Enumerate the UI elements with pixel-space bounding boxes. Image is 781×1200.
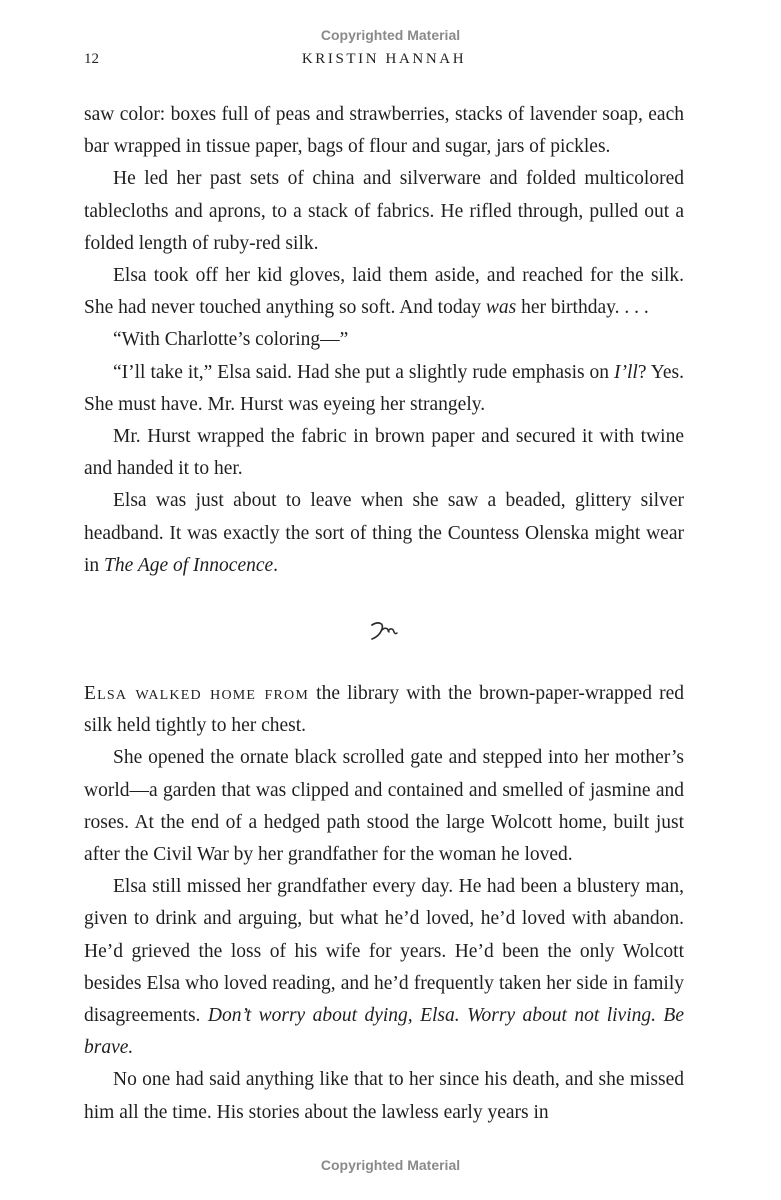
paragraph bbox=[84, 357, 684, 421]
paragraph: “With Charlotte’s coloring—” bbox=[113, 329, 349, 351]
text-run: Elsa still missed her grandfather every day. He had been a blustery man, given to drink and arguing, but what he’d loved, he’d loved with abandon. He’d grieved the loss of his wife for years. He’d been the only Wolcott besides Elsa who loved reading, and he’d frequently taken her side in family disagreements. bbox=[84, 876, 684, 1027]
paragraph: Mr. Hurst wrapped the fabric in brown paper and secured it with twine and handed it to her. bbox=[84, 426, 684, 480]
section-lead-in: Elsa walked home from bbox=[84, 683, 310, 705]
text-run: her birthday. . . . bbox=[516, 297, 649, 319]
paragraph: He led her past sets of china and silverware and folded multicolored tablecloths and aprons, to a stack of fabrics. He rifled through, pulled out a folded length of ruby-red silk. bbox=[84, 168, 684, 254]
book-title: The Age of Innocence bbox=[104, 554, 274, 576]
text-run: ? Yes. She must have. Mr. Hurst was eyeing her strangely. bbox=[84, 361, 684, 415]
emphasis: was bbox=[485, 297, 517, 319]
text-run: . bbox=[273, 554, 279, 576]
page-number: 12 bbox=[84, 51, 99, 67]
paragraph: She opened the ornate black scrolled gate and stepped into her mother’s world—a garden that was clipped and contained and smelled of jasmine and roses. At the end of a hedged path stood the large Wolcott home, built just after the Civil War by her grandfather for the woman he loved. bbox=[84, 747, 684, 866]
text-run: Elsa took off her kid gloves, laid them aside, and reached for the silk. She had never touched anything so soft. And today bbox=[84, 265, 684, 319]
page-body bbox=[84, 99, 684, 1129]
paragraph bbox=[84, 678, 684, 742]
copyright-watermark-bottom: Copyrighted Material bbox=[320, 1157, 461, 1173]
author-name: KRISTIN HANNAH bbox=[301, 51, 467, 67]
paragraph bbox=[84, 260, 684, 324]
text-run: Elsa was just about to leave when she saw a beaded, glittery silver headband. It was exactly the sort of thing the Countess Olenska might wear in bbox=[84, 490, 684, 576]
copyright-watermark-top: Copyrighted Material bbox=[320, 27, 461, 43]
section-break-ornament-icon bbox=[84, 582, 684, 678]
emphasis: Don’t worry about dying, Elsa. Worry about not living. Be brave. bbox=[84, 1005, 684, 1059]
paragraph: saw color: boxes full of peas and strawberries, stacks of lavender soap, each bar wrapped in tissue paper, bags of flour and sugar, jars of pickles. bbox=[84, 104, 684, 158]
emphasis: I’ll bbox=[614, 361, 638, 383]
running-head bbox=[84, 51, 684, 71]
paragraph bbox=[84, 485, 684, 582]
paragraph bbox=[84, 871, 684, 1064]
paragraph: No one had said anything like that to her since his death, and she missed him all the time. His stories about the lawless early years in bbox=[84, 1069, 684, 1123]
text-run: the library with the brown-paper-wrapped red silk held tightly to her chest. bbox=[84, 683, 685, 737]
text-run: “I’ll take it,” Elsa said. Had she put a slightly rude emphasis on bbox=[113, 361, 615, 383]
